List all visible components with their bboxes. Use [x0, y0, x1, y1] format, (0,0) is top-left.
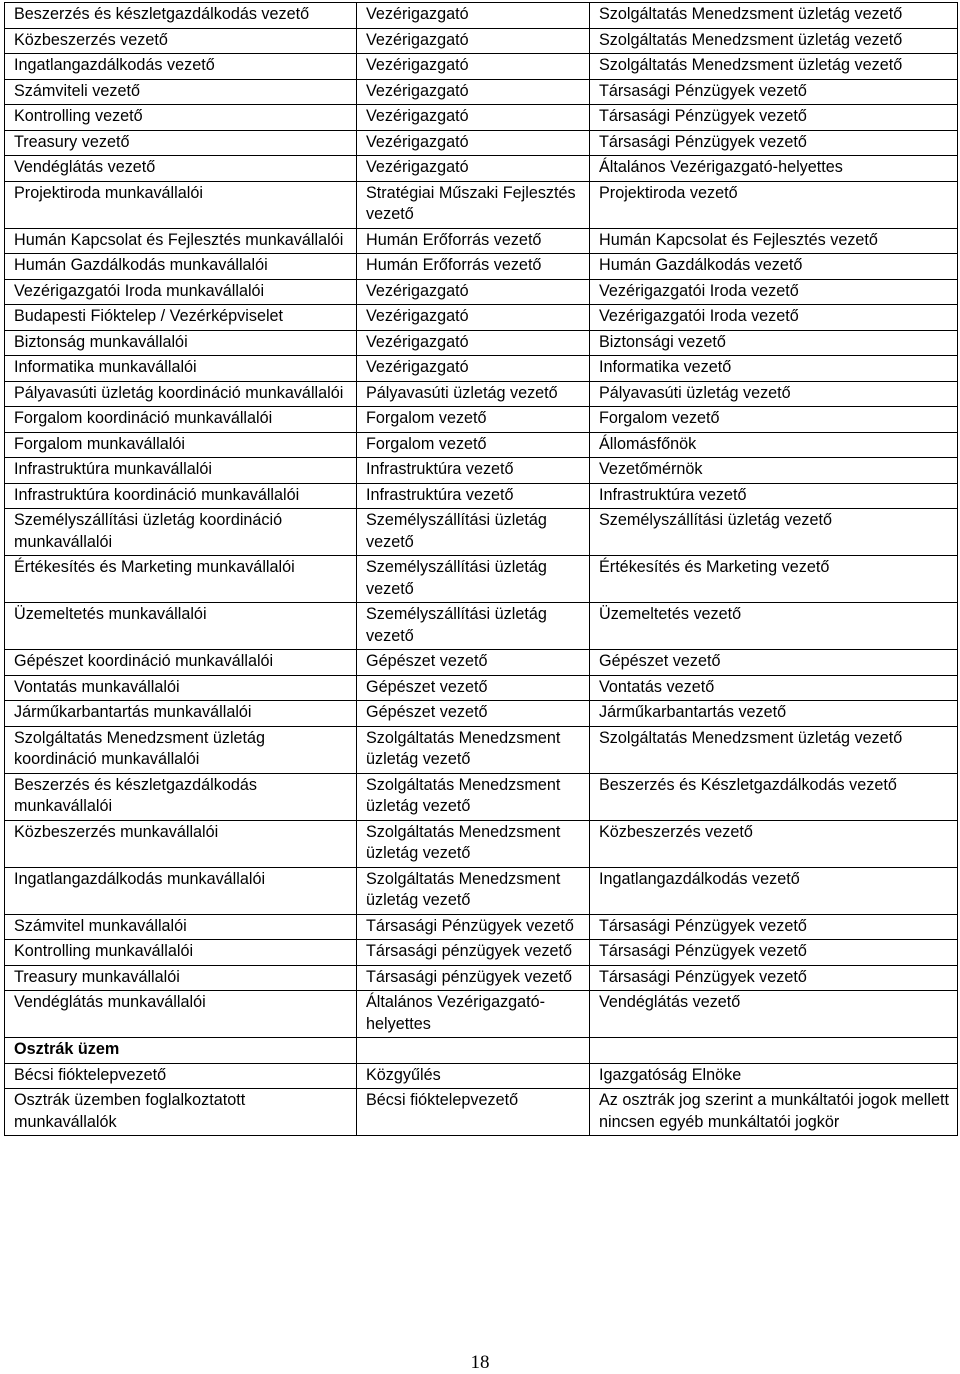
employee-group-cell: Vendéglátás munkavállalói	[5, 991, 357, 1038]
employer-rights-holder-cell: Személyszállítási üzletág vezető	[357, 603, 590, 650]
employer-rights-holder-cell: Vezérigazgató	[357, 356, 590, 382]
employer-rights-holder-cell: Általános Vezérigazgató-helyettes	[357, 991, 590, 1038]
table-row	[5, 3, 958, 29]
table-row	[5, 54, 958, 80]
other-rights-holder-cell: Infrastruktúra vezető	[590, 483, 958, 509]
table-row	[5, 867, 958, 914]
other-rights-holder-cell: Állomásfőnök	[590, 432, 958, 458]
employee-group-cell: Gépészet koordináció munkavállalói	[5, 650, 357, 676]
table-row	[5, 28, 958, 54]
other-rights-holder-cell: Informatika vezető	[590, 356, 958, 382]
table-row	[5, 181, 958, 228]
employee-group-cell: Személyszállítási üzletág koordináció munkavállalói	[5, 509, 357, 556]
other-rights-holder-cell: Általános Vezérigazgató-helyettes	[590, 156, 958, 182]
table-row	[5, 726, 958, 773]
table-row	[5, 1089, 958, 1136]
other-rights-holder-cell	[590, 1038, 958, 1064]
other-rights-holder-cell: Vezérigazgatói Iroda vezető	[590, 305, 958, 331]
employer-rights-holder-cell: Társasági Pénzügyek vezető	[357, 914, 590, 940]
table-row	[5, 279, 958, 305]
table-row	[5, 991, 958, 1038]
employer-rights-holder-cell: Gépészet vezető	[357, 650, 590, 676]
employee-group-cell: Kontrolling vezető	[5, 105, 357, 131]
table-row	[5, 603, 958, 650]
employee-group-cell: Ingatlangazdálkodás vezető	[5, 54, 357, 80]
table-body	[5, 3, 958, 1136]
other-rights-holder-cell: Társasági Pénzügyek vezető	[590, 130, 958, 156]
employee-group-cell: Szolgáltatás Menedzsment üzletág koordináció munkavállalói	[5, 726, 357, 773]
other-rights-holder-cell: Társasági Pénzügyek vezető	[590, 79, 958, 105]
other-rights-holder-cell: Társasági Pénzügyek vezető	[590, 965, 958, 991]
employee-group-cell: Értékesítés és Marketing munkavállalói	[5, 556, 357, 603]
employee-group-cell: Járműkarbantartás munkavállalói	[5, 701, 357, 727]
employer-rights-holder-cell: Közgyűlés	[357, 1063, 590, 1089]
employer-rights-holder-cell: Vezérigazgató	[357, 330, 590, 356]
employee-group-cell: Biztonság munkavállalói	[5, 330, 357, 356]
employee-group-cell: Bécsi fióktelepvezető	[5, 1063, 357, 1089]
other-rights-holder-cell: Értékesítés és Marketing vezető	[590, 556, 958, 603]
employer-rights-holder-cell: Infrastruktúra vezető	[357, 483, 590, 509]
table-row	[5, 381, 958, 407]
employer-rights-holder-cell: Vezérigazgató	[357, 105, 590, 131]
table-row	[5, 701, 958, 727]
other-rights-holder-cell: Vezetőmérnök	[590, 458, 958, 484]
other-rights-holder-cell: Ingatlangazdálkodás vezető	[590, 867, 958, 914]
employee-group-cell: Közbeszerzés munkavállalói	[5, 820, 357, 867]
employer-rights-holder-cell: Szolgáltatás Menedzsment üzletág vezető	[357, 867, 590, 914]
employee-group-cell: Vontatás munkavállalói	[5, 675, 357, 701]
employee-group-cell: Projektiroda munkavállalói	[5, 181, 357, 228]
employer-rights-holder-cell: Forgalom vezető	[357, 407, 590, 433]
other-rights-holder-cell: Járműkarbantartás vezető	[590, 701, 958, 727]
table-row	[5, 156, 958, 182]
employer-rights-holder-cell: Vezérigazgató	[357, 279, 590, 305]
table-row	[5, 305, 958, 331]
employee-group-cell: Vezérigazgatói Iroda munkavállalói	[5, 279, 357, 305]
employer-rights-holder-cell: Szolgáltatás Menedzsment üzletág vezető	[357, 726, 590, 773]
employer-rights-table	[4, 2, 958, 1136]
employer-rights-holder-cell: Társasági pénzügyek vezető	[357, 965, 590, 991]
employer-rights-holder-cell	[357, 1038, 590, 1064]
table-row	[5, 79, 958, 105]
employee-group-cell: Forgalom munkavállalói	[5, 432, 357, 458]
employer-rights-holder-cell: Gépészet vezető	[357, 701, 590, 727]
table-row	[5, 105, 958, 131]
other-rights-holder-cell: Szolgáltatás Menedzsment üzletág vezető	[590, 28, 958, 54]
other-rights-holder-cell: Beszerzés és Készletgazdálkodás vezető	[590, 773, 958, 820]
employer-rights-holder-cell: Személyszállítási üzletág vezető	[357, 509, 590, 556]
other-rights-holder-cell: Társasági Pénzügyek vezető	[590, 940, 958, 966]
employee-group-cell: Forgalom koordináció munkavállalói	[5, 407, 357, 433]
table-row	[5, 330, 958, 356]
employer-rights-holder-cell: Vezérigazgató	[357, 54, 590, 80]
table-row	[5, 940, 958, 966]
employee-group-cell: Treasury vezető	[5, 130, 357, 156]
other-rights-holder-cell: Szolgáltatás Menedzsment üzletág vezető	[590, 54, 958, 80]
employee-group-cell: Humán Kapcsolat és Fejlesztés munkavállalói	[5, 228, 357, 254]
table-row	[5, 407, 958, 433]
table-row	[5, 483, 958, 509]
other-rights-holder-cell: Projektiroda vezető	[590, 181, 958, 228]
other-rights-holder-cell: Biztonsági vezető	[590, 330, 958, 356]
employer-rights-holder-cell: Infrastruktúra vezető	[357, 458, 590, 484]
employee-group-cell: Számvitel munkavállalói	[5, 914, 357, 940]
employer-rights-holder-cell: Gépészet vezető	[357, 675, 590, 701]
employer-rights-holder-cell: Forgalom vezető	[357, 432, 590, 458]
employer-rights-holder-cell: Vezérigazgató	[357, 28, 590, 54]
table-row	[5, 965, 958, 991]
table-row	[5, 356, 958, 382]
employee-group-cell: Beszerzés és készletgazdálkodás vezető	[5, 3, 357, 29]
employee-group-cell: Treasury munkavállalói	[5, 965, 357, 991]
employer-rights-holder-cell: Szolgáltatás Menedzsment üzletág vezető	[357, 820, 590, 867]
employee-group-cell: Osztrák üzemben foglalkoztatott munkavállalók	[5, 1089, 357, 1136]
table-row	[5, 914, 958, 940]
other-rights-holder-cell: Üzemeltetés vezető	[590, 603, 958, 650]
other-rights-holder-cell: Pályavasúti üzletág vezető	[590, 381, 958, 407]
employee-group-cell: Osztrák üzem	[5, 1038, 357, 1064]
table-row	[5, 1038, 958, 1064]
table-row	[5, 432, 958, 458]
employee-group-cell: Budapesti Fióktelep / Vezérképviselet	[5, 305, 357, 331]
other-rights-holder-cell: Vendéglátás vezető	[590, 991, 958, 1038]
other-rights-holder-cell: Szolgáltatás Menedzsment üzletág vezető	[590, 726, 958, 773]
employee-group-cell: Infrastruktúra koordináció munkavállalói	[5, 483, 357, 509]
other-rights-holder-cell: Vezérigazgatói Iroda vezető	[590, 279, 958, 305]
employee-group-cell: Vendéglátás vezető	[5, 156, 357, 182]
employer-rights-holder-cell: Stratégiai Műszaki Fejlesztés vezető	[357, 181, 590, 228]
other-rights-holder-cell: Az osztrák jog szerint a munkáltatói jogok mellett nincsen egyéb munkáltatói jogkör	[590, 1089, 958, 1136]
table-row	[5, 773, 958, 820]
employee-group-cell: Humán Gazdálkodás munkavállalói	[5, 254, 357, 280]
table-row	[5, 130, 958, 156]
other-rights-holder-cell: Személyszállítási üzletág vezető	[590, 509, 958, 556]
employer-rights-holder-cell: Pályavasúti üzletág vezető	[357, 381, 590, 407]
table-row	[5, 228, 958, 254]
table-row	[5, 820, 958, 867]
employer-rights-holder-cell: Vezérigazgató	[357, 3, 590, 29]
employee-group-cell: Üzemeltetés munkavállalói	[5, 603, 357, 650]
employee-group-cell: Beszerzés és készletgazdálkodás munkavállalói	[5, 773, 357, 820]
table-row	[5, 675, 958, 701]
employee-group-cell: Kontrolling munkavállalói	[5, 940, 357, 966]
employer-rights-holder-cell: Vezérigazgató	[357, 79, 590, 105]
table-row	[5, 458, 958, 484]
employee-group-cell: Ingatlangazdálkodás munkavállalói	[5, 867, 357, 914]
employer-rights-holder-cell: Szolgáltatás Menedzsment üzletág vezető	[357, 773, 590, 820]
page-number: 18	[470, 1352, 490, 1373]
employee-group-cell: Közbeszerzés vezető	[5, 28, 357, 54]
employer-rights-holder-cell: Humán Erőforrás vezető	[357, 254, 590, 280]
employer-rights-holder-cell: Humán Erőforrás vezető	[357, 228, 590, 254]
other-rights-holder-cell: Társasági Pénzügyek vezető	[590, 914, 958, 940]
other-rights-holder-cell: Közbeszerzés vezető	[590, 820, 958, 867]
employee-group-cell: Számviteli vezető	[5, 79, 357, 105]
other-rights-holder-cell: Vontatás vezető	[590, 675, 958, 701]
other-rights-holder-cell: Igazgatóság Elnöke	[590, 1063, 958, 1089]
other-rights-holder-cell: Humán Kapcsolat és Fejlesztés vezető	[590, 228, 958, 254]
table-row	[5, 1063, 958, 1089]
table-row	[5, 509, 958, 556]
employee-group-cell: Infrastruktúra munkavállalói	[5, 458, 357, 484]
employee-group-cell: Pályavasúti üzletág koordináció munkavállalói	[5, 381, 357, 407]
table-row	[5, 650, 958, 676]
other-rights-holder-cell: Humán Gazdálkodás vezető	[590, 254, 958, 280]
employee-group-cell: Informatika munkavállalói	[5, 356, 357, 382]
table-row	[5, 556, 958, 603]
other-rights-holder-cell: Forgalom vezető	[590, 407, 958, 433]
table-row	[5, 254, 958, 280]
other-rights-holder-cell: Gépészet vezető	[590, 650, 958, 676]
employer-rights-holder-cell: Vezérigazgató	[357, 156, 590, 182]
employer-rights-holder-cell: Személyszállítási üzletág vezető	[357, 556, 590, 603]
employer-rights-holder-cell: Bécsi fióktelepvezető	[357, 1089, 590, 1136]
employer-rights-holder-cell: Társasági pénzügyek vezető	[357, 940, 590, 966]
other-rights-holder-cell: Szolgáltatás Menedzsment üzletág vezető	[590, 3, 958, 29]
employer-rights-holder-cell: Vezérigazgató	[357, 130, 590, 156]
employer-rights-holder-cell: Vezérigazgató	[357, 305, 590, 331]
other-rights-holder-cell: Társasági Pénzügyek vezető	[590, 105, 958, 131]
